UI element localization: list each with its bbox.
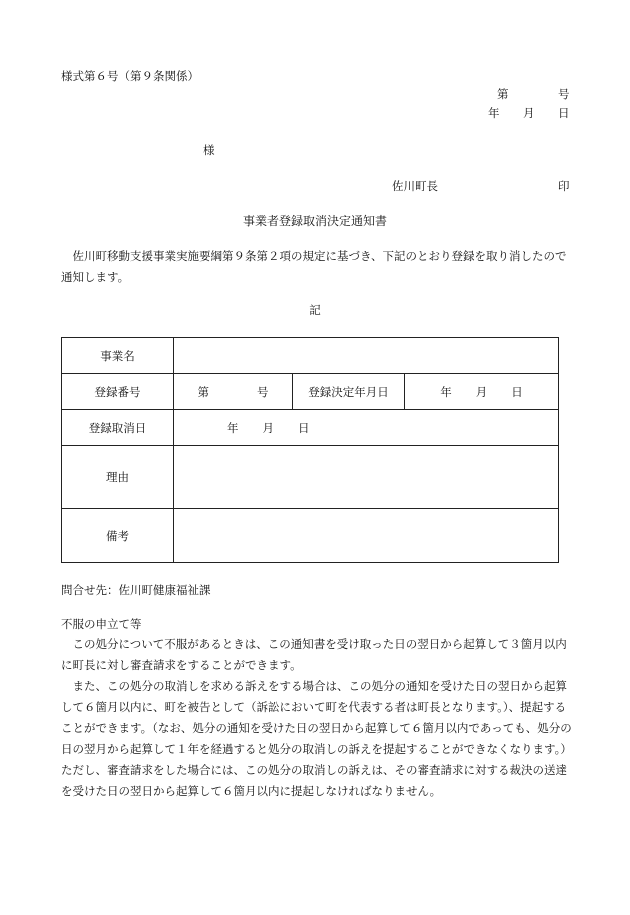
doc-number-prefix: 第 [497,87,509,101]
info-table [61,337,559,563]
cancel-date-year: 年 [227,420,239,435]
row-reg-number [62,374,559,410]
issuer-name: 佐川町長 [392,179,438,193]
reg-date-label: 登録決定年月日 [293,374,405,410]
document-title: 事業者登録取消決定通知書 [242,214,387,228]
addressee-suffix: 様 [203,143,215,157]
business-name-value [174,338,559,374]
form-code: 様式第６号（第９条関係） [61,69,199,83]
reg-date-day: 日 [511,384,523,399]
row-cancel-date [62,410,559,446]
reason-value [174,446,559,509]
cancel-date-value [174,410,559,446]
reg-date-year: 年 [440,384,452,399]
remarks-label: 備考 [62,509,174,563]
row-remarks [62,509,559,563]
reg-number-label: 登録番号 [62,374,174,410]
cancel-date-month: 月 [262,420,274,435]
date-day: 日 [558,106,570,120]
row-reason [62,446,559,509]
remarks-value [174,509,559,563]
ki-heading: 記 [309,303,321,317]
reg-number-suffix: 号 [257,384,269,399]
cancel-date-day: 日 [298,420,310,435]
appeal-heading: 不服の申立て等 [61,617,142,631]
appeal-paragraph-2: また、この処分の取消しを求める訴えをする場合は、この処分の通知を受けた日の翌日から起算して６箇月以内に、町を被告として（訴訟において町を代表する者は町長となります。）、提起することができます。（なお、処分の通知を受けた日の翌日から起算して６箇月以内であっても、処分の日の翌月から起算して１年を経過すると処分の取消しの訴えを提起することができなくなります。）ただし、審査請求をした場合には、この処分の取消しの訴えは、その審査請求に対する裁決の送達を受けた日の翌日から起算して６箇月以内に提起しなければなりません。 [61,679,572,798]
date-month: 月 [523,106,535,120]
reg-date-value [405,374,559,410]
business-name-label: 事業名 [62,338,174,374]
contact-info: 問合せ先：佐川町健康福祉課 [61,583,211,597]
doc-number-suffix: 号 [558,87,570,101]
date-year: 年 [488,106,500,120]
seal-mark: 印 [558,179,570,193]
reg-date-month: 月 [475,384,488,399]
row-business-name [62,338,559,374]
appeal-paragraph-1: この処分について不服があるときは、この通知書を受け取った日の翌日から起算して３箇月以内に町長に対し審査請求をすることができます。 [61,637,567,672]
cancel-date-label: 登録取消日 [62,410,174,446]
reg-number-prefix: 第 [197,384,209,399]
reason-label: 理由 [62,446,174,509]
intro-paragraph: 佐川町移動支援事業実施要綱第９条第２項の規定に基づき、下記のとおり登録を取り消したので通知します。 [61,249,567,284]
reg-number-value [174,374,293,410]
